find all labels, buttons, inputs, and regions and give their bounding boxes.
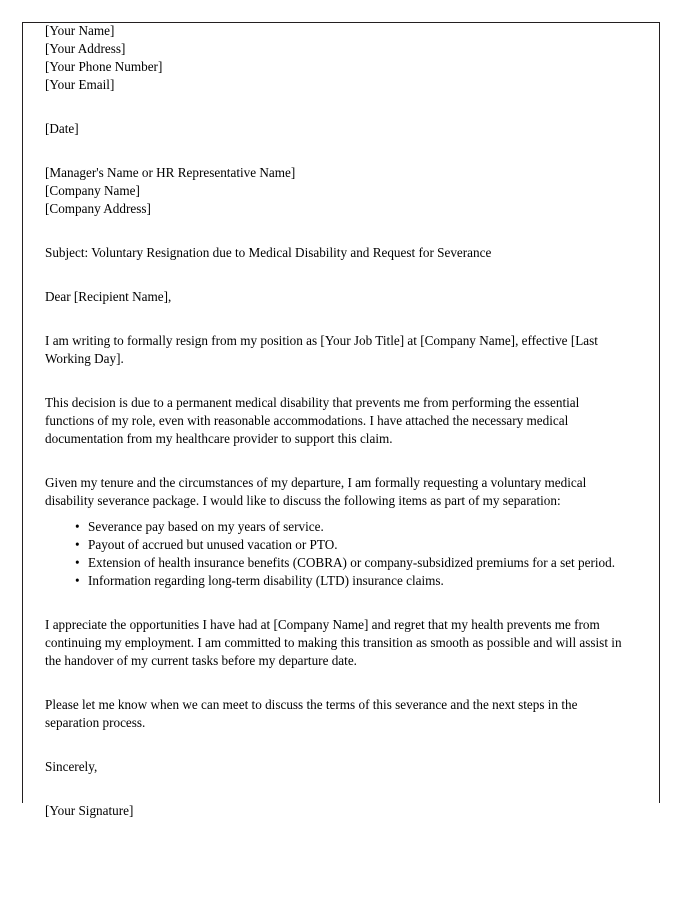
list-item	[45, 536, 627, 554]
sender-address: [Your Address]	[45, 41, 126, 56]
signature-placeholder: [Your Signature]	[45, 803, 134, 818]
recipient-company: [Company Name]	[45, 183, 140, 198]
sender-email: [Your Email]	[45, 77, 115, 92]
list-item	[45, 518, 627, 536]
list-item-label: Information regarding long-term disability (LTD) insurance claims.	[88, 573, 444, 588]
sender-address-block	[45, 22, 627, 94]
paragraph-resignation-notice: I am writing to formally resign from my position as [Your Job Title] at [Company Name], effective [Last Working Day].	[45, 333, 598, 366]
sender-phone: [Your Phone Number]	[45, 59, 163, 74]
list-item	[45, 572, 627, 590]
salutation: Dear [Recipient Name],	[45, 289, 172, 304]
bullet-icon: •	[75, 519, 80, 534]
severance-items-list	[45, 518, 627, 590]
bullet-icon: •	[75, 573, 80, 588]
letter-body	[45, 22, 627, 820]
list-item-label: Extension of health insurance benefits (COBRA) or company-subsidized premiums for a set period.	[88, 555, 616, 570]
recipient-company-address: [Company Address]	[45, 201, 151, 216]
paragraph-appreciation: I appreciate the opportunities I have had at [Company Name] and regret that my health prevents me from continuing my employment. I am committed to making this transition as smooth as possible and will assist in the handover of my current tasks before my departure date.	[45, 617, 622, 668]
list-item-label: Payout of accrued but unused vacation or PTO.	[88, 537, 338, 552]
paragraph-severance-request: Given my tenure and the circumstances of my departure, I am formally requesting a voluntary medical disability severance package. I would like to discuss the following items as part of my separation:	[45, 475, 587, 508]
recipient-name: [Manager's Name or HR Representative Name]	[45, 165, 296, 180]
list-item	[45, 554, 627, 572]
paragraph-disability-reason: This decision is due to a permanent medical disability that prevents me from performing the essential functions of my role, even with reasonable accommodations. I have attached the necessary medical documentation from my healthcare provider to support this claim.	[45, 395, 580, 446]
paragraph-next-steps: Please let me know when we can meet to discuss the terms of this severance and the next steps in the separation process.	[45, 697, 578, 730]
list-item-label: Severance pay based on my years of service.	[88, 519, 324, 534]
bullet-icon: •	[75, 537, 80, 552]
recipient-address-block	[45, 164, 627, 218]
sender-name: [Your Name]	[45, 23, 115, 38]
date-line: [Date]	[45, 121, 79, 136]
bullet-icon: •	[75, 555, 80, 570]
subject-line: Subject: Voluntary Resignation due to Medical Disability and Request for Severance	[45, 245, 492, 260]
date-block	[45, 120, 627, 138]
closing-salutation: Sincerely,	[45, 759, 98, 774]
